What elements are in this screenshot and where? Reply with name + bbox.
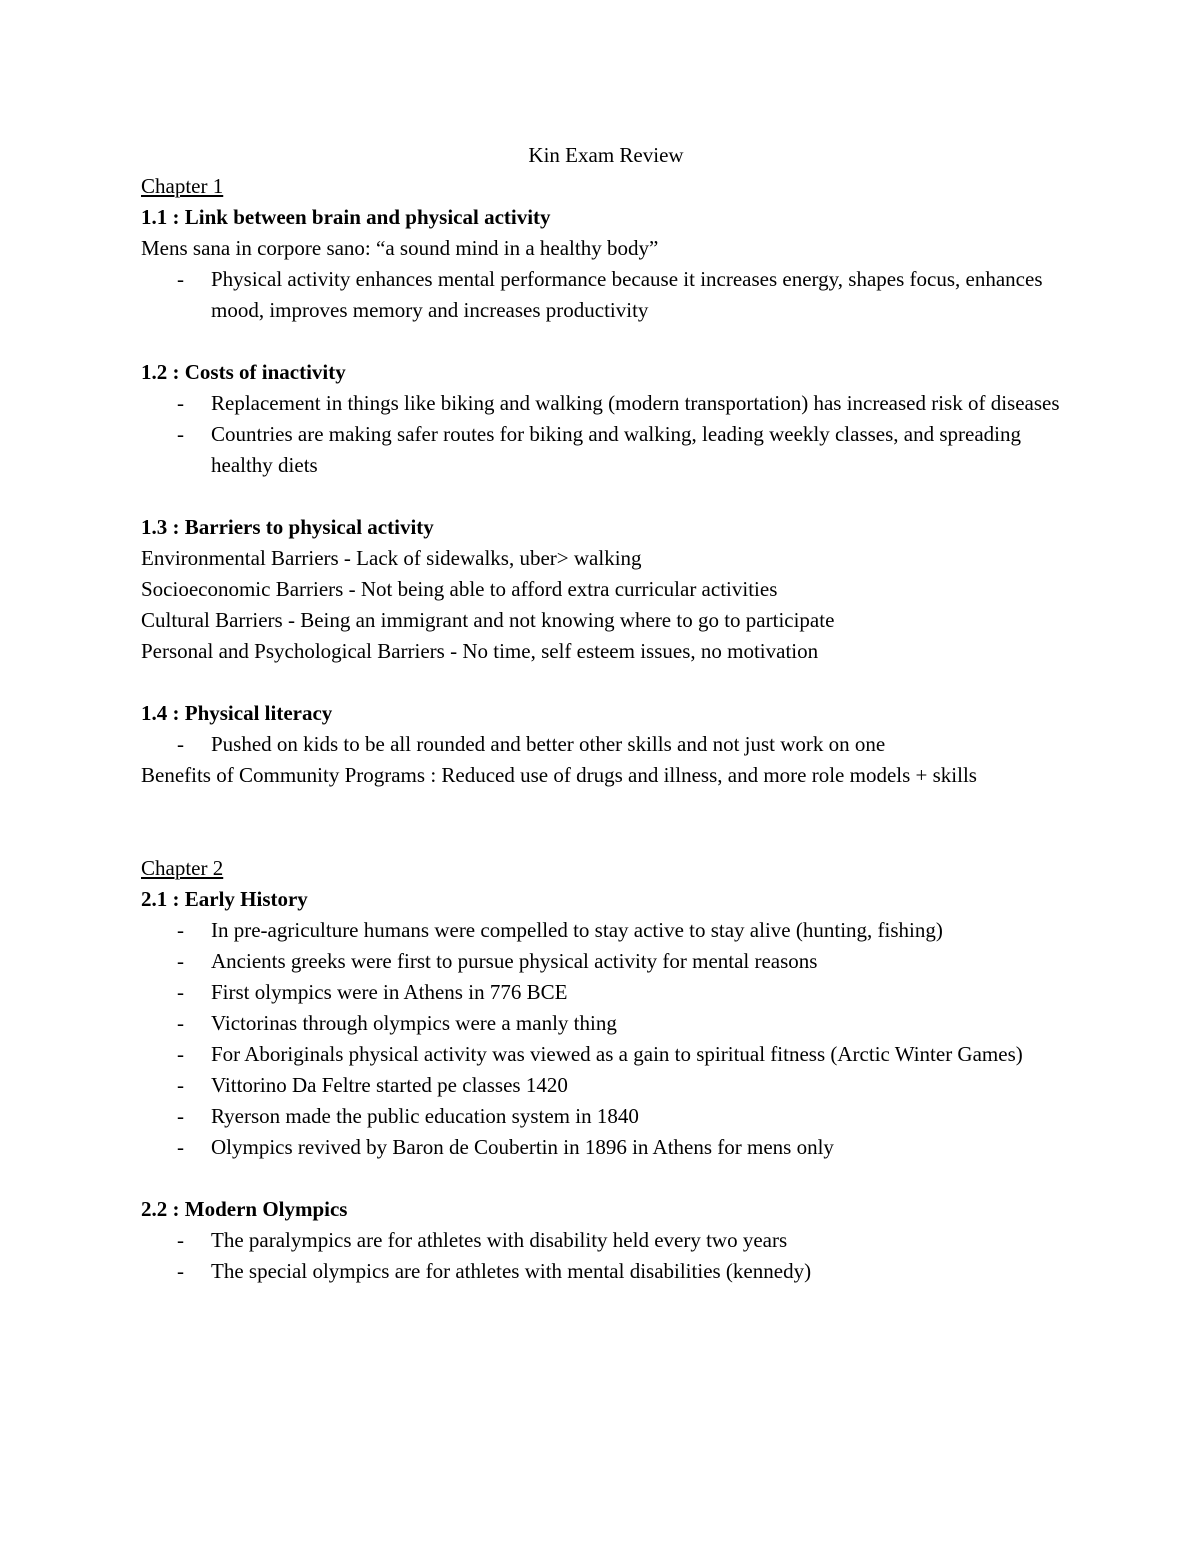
list-item [141, 1132, 1071, 1163]
bullet-dash: - [177, 980, 184, 1004]
list-item-text: Replacement in things like biking and walking (modern transportation) has increased risk of diseases [211, 391, 1060, 415]
bullet-dash: - [177, 949, 184, 973]
list-item [141, 1225, 1071, 1256]
text-line: Cultural Barriers - Being an immigrant and not knowing where to go to participate [141, 608, 835, 632]
section-heading: 2.2 : Modern Olympics [141, 1197, 348, 1221]
text-line: Environmental Barriers - Lack of sidewalks, uber> walking [141, 546, 642, 570]
section-heading: 1.4 : Physical literacy [141, 701, 333, 725]
list-item-text: Pushed on kids to be all rounded and better other skills and not just work on one [211, 732, 886, 756]
bullet-list [141, 1225, 1071, 1287]
chapter-heading: Chapter 2 [141, 856, 224, 880]
bullet-dash: - [177, 1042, 184, 1066]
bullet-dash: - [177, 422, 184, 446]
list-item-text: The paralympics are for athletes with disability held every two years [211, 1228, 788, 1252]
list-item-text: Countries are making safer routes for biking and walking, leading weekly classes, and spreading healthy diets [211, 422, 1022, 477]
bullet-list [141, 264, 1071, 326]
bullet-dash: - [177, 267, 184, 291]
bullet-dash: - [177, 1073, 184, 1097]
list-item [141, 729, 1071, 760]
list-item [141, 388, 1071, 419]
list-item [141, 915, 1071, 946]
list-item-text: Vittorino Da Feltre started pe classes 1420 [211, 1073, 568, 1097]
bullet-list [141, 388, 1071, 481]
list-item-text: First olympics were in Athens in 776 BCE [211, 980, 568, 1004]
bullet-dash: - [177, 1104, 184, 1128]
section-heading: 1.1 : Link between brain and physical activity [141, 205, 551, 229]
text-line: Personal and Psychological Barriers - No time, self esteem issues, no motivation [141, 639, 819, 663]
document-title: Kin Exam Review [528, 143, 684, 167]
list-item [141, 977, 1071, 1008]
text-line: Socioeconomic Barriers - Not being able to afford extra curricular activities [141, 577, 778, 601]
section-heading: 2.1 : Early History [141, 887, 308, 911]
list-item-text: In pre-agriculture humans were compelled to stay active to stay alive (hunting, fishing) [211, 918, 943, 942]
section-heading: 1.3 : Barriers to physical activity [141, 515, 434, 539]
list-item [141, 419, 1071, 481]
list-item-text: Olympics revived by Baron de Coubertin in 1896 in Athens for mens only [211, 1135, 834, 1159]
document-page [141, 140, 1071, 1287]
list-item-text: The special olympics are for athletes with mental disabilities (kennedy) [211, 1259, 812, 1283]
bullet-list [141, 915, 1071, 1163]
bullet-dash: - [177, 918, 184, 942]
list-item [141, 1039, 1071, 1070]
list-item-text: Ancients greeks were first to pursue physical activity for mental reasons [211, 949, 818, 973]
list-item-text: For Aboriginals physical activity was viewed as a gain to spiritual fitness (Arctic Winter Games) [211, 1042, 1023, 1066]
text-line: Mens sana in corpore sano: “a sound mind in a healthy body” [141, 236, 659, 260]
list-item [141, 1070, 1071, 1101]
bullet-dash: - [177, 1011, 184, 1035]
list-item [141, 1101, 1071, 1132]
bullet-dash: - [177, 732, 184, 756]
list-item [141, 1256, 1071, 1287]
list-item-text: Ryerson made the public education system in 1840 [211, 1104, 639, 1128]
bullet-dash: - [177, 391, 184, 415]
list-item [141, 264, 1071, 326]
list-item-text: Physical activity enhances mental performance because it increases energy, shapes focus, enhances mood, improves memory and increases productivity [211, 267, 1043, 322]
list-item [141, 1008, 1071, 1039]
bullet-dash: - [177, 1259, 184, 1283]
text-line: Benefits of Community Programs : Reduced use of drugs and illness, and more role models + skills [141, 763, 977, 787]
chapter-heading: Chapter 1 [141, 174, 224, 198]
section-heading: 1.2 : Costs of inactivity [141, 360, 346, 384]
bullet-list [141, 729, 1071, 760]
list-item-text: Victorinas through olympics were a manly thing [211, 1011, 617, 1035]
bullet-dash: - [177, 1228, 184, 1252]
list-item [141, 946, 1071, 977]
bullet-dash: - [177, 1135, 184, 1159]
